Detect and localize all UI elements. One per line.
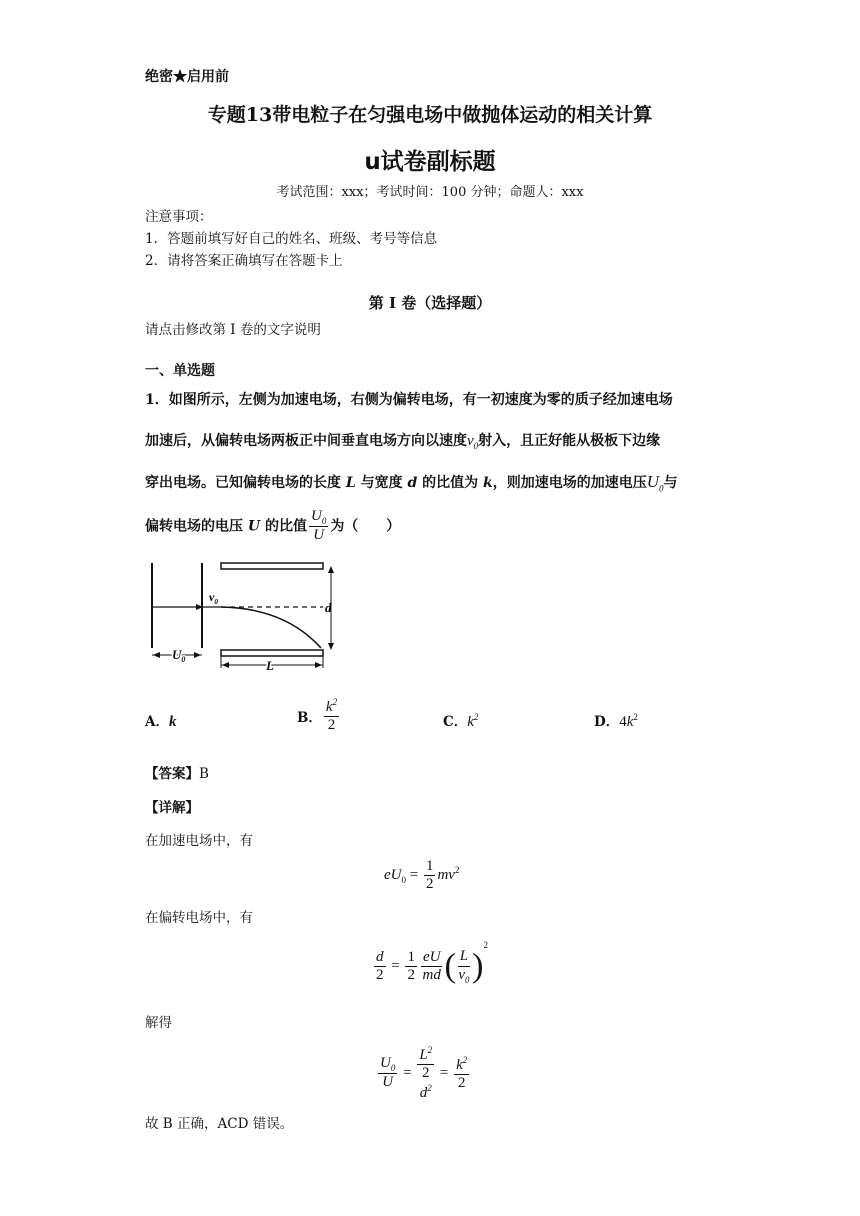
answer-label: 【答案】 bbox=[145, 766, 199, 782]
step-2-text: 在偏转电场中，有 bbox=[145, 910, 253, 926]
section-title: 第 I 卷（选择题） bbox=[368, 294, 492, 312]
page-subtitle: u试卷副标题 bbox=[364, 149, 496, 175]
page-title: 专题13带电粒子在匀强电场中做抛体运动的相关计算 bbox=[207, 104, 653, 126]
fig-label-d: d bbox=[325, 600, 332, 615]
option-b[interactable]: B． $\frac{k^2}{2}$ bbox=[297, 697, 338, 734]
deflect-plate-top bbox=[221, 563, 323, 569]
option-a-text: k bbox=[168, 714, 177, 730]
option-d[interactable]: D．$4k^2$ bbox=[594, 712, 638, 730]
secret-label: 绝密★启用前 bbox=[145, 69, 229, 85]
question-text-4a: 偏转电场的电压 bbox=[145, 518, 243, 535]
question-line-1 bbox=[145, 389, 673, 409]
question-text-2a: 加速后，从偏转电场两板正中间垂直电场方向以速度 bbox=[145, 433, 467, 449]
question-text-3d: ，则加速电场的加速电压 bbox=[492, 475, 647, 491]
option-d-text: $4k^2$ bbox=[619, 712, 638, 730]
notes-item-2: 2．请将答案正确填写在答题卡上 bbox=[145, 253, 343, 269]
equation-2: $\frac{d}{2}$ = $\frac{1}{2}$ $\frac{eU}{md}$ ( $\frac{L}{v_0}$ )$^2$ bbox=[376, 940, 488, 985]
option-a[interactable]: A．k bbox=[145, 714, 177, 730]
ratio-fraction: $\frac{U_0}{U}$ bbox=[310, 508, 327, 544]
field-diagram bbox=[145, 558, 345, 678]
detail-label: 【详解】 bbox=[145, 800, 199, 816]
notes-item-1: 1．答题前填写好自己的姓名、班级、考号等信息 bbox=[145, 231, 438, 247]
question-text-1: 如图所示，左侧为加速电场，右侧为偏转电场，有一初速度为零的质子经加速电场 bbox=[168, 392, 673, 408]
step-1-text: 在加速电场中，有 bbox=[145, 833, 253, 849]
fig-label-v0: $v_0$ bbox=[209, 590, 218, 606]
deflected-trajectory bbox=[221, 607, 321, 648]
section-description: 请点击修改第 I 卷的文字说明 bbox=[145, 322, 321, 338]
question-text-2b: 射入，且正好能从极板下边缘 bbox=[478, 433, 661, 449]
question-line-2 bbox=[145, 430, 660, 451]
question-number: 1． bbox=[145, 392, 169, 408]
question-text-3b: 与宽度 bbox=[360, 475, 403, 491]
notes-heading: 注意事项： bbox=[145, 209, 213, 225]
question-text-3a: 穿出电场。已知偏转电场的长度 bbox=[145, 475, 341, 491]
U0-symbol: $U_0$ bbox=[646, 472, 664, 494]
question-text-3c: 的比值为 bbox=[422, 475, 479, 491]
conclusion-text: 故 B 正确，ACD 错误。 bbox=[145, 1116, 294, 1132]
fig-label-U0: $U_0$ bbox=[172, 647, 186, 664]
question-text-4b: 的比值 bbox=[264, 518, 307, 535]
equation-3: $\frac{U_0}{U}$ = $L^2$ 2 $d^2$ = $\frac{k^2}{2}$ bbox=[380, 1045, 468, 1101]
question-text-3e: 与 bbox=[663, 475, 678, 491]
step-3-text: 解得 bbox=[145, 1015, 172, 1031]
answer-value: B bbox=[199, 766, 209, 782]
deflect-plate-bottom bbox=[221, 650, 323, 656]
question-line-4: 偏转电场的电压 U 的比值 $\frac{U_0}{U}$ 为（ ） bbox=[145, 508, 401, 544]
answer-line bbox=[145, 762, 209, 782]
part-heading: 一、单选题 bbox=[145, 363, 215, 379]
question-line-3: 穿出电场。已知偏转电场的长度 L 与宽度 d 的比值为 k，则加速电场的加速电压$U_0$与 bbox=[145, 472, 678, 494]
v0-symbol: $v_0$ bbox=[467, 433, 479, 451]
option-c-text: $k^2$ bbox=[467, 712, 479, 730]
exam-info: 考试范围：xxx；考试时间：100 分钟；命题人：xxx bbox=[276, 185, 584, 200]
option-b-text: $\frac{k^2}{2}$ bbox=[325, 697, 338, 734]
question-text-4c: 为（ ） bbox=[330, 518, 401, 535]
equation-1: $eU_0$ = $\frac{1}{2}$ $mv^2$ bbox=[384, 858, 460, 893]
option-c[interactable]: C．$k^2$ bbox=[443, 712, 479, 730]
fig-label-L: L bbox=[266, 658, 274, 673]
